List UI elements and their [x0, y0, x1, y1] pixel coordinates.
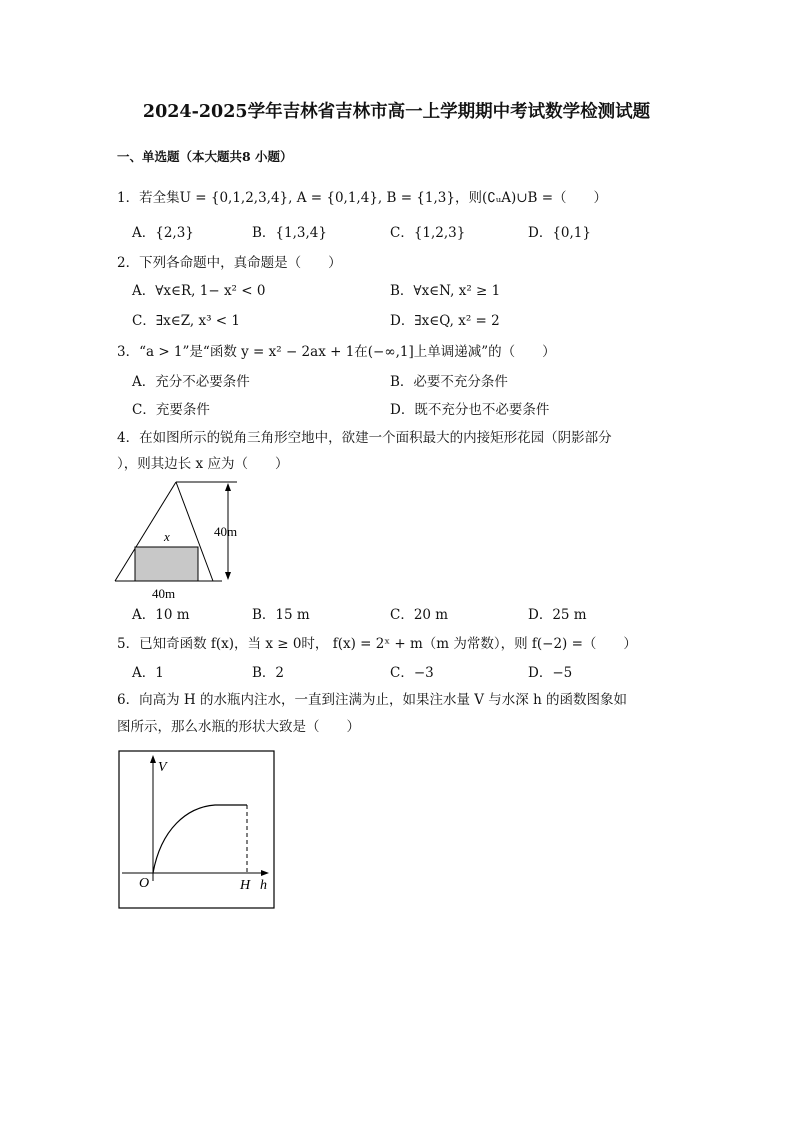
height-arrow-down	[225, 572, 231, 580]
graph-label-h-mark: H	[240, 878, 251, 893]
q2-option-a: A．∀x∈R, 1− x² < 0	[132, 283, 266, 299]
q4-option-a: A．10 m	[132, 607, 190, 623]
q5-option-b: B．2	[252, 665, 285, 681]
q1-option-a: A．{2,3}	[132, 225, 194, 241]
triangle-figure	[110, 478, 250, 603]
q4-option-d: D．25 m	[528, 607, 587, 623]
q4-option-b: B．15 m	[252, 607, 310, 623]
section-heading: 一、单选题（本大题共8 小题）	[117, 149, 293, 164]
q1-option-b: B．{1,3,4}	[252, 225, 327, 241]
graph-h-axis-arrow	[261, 870, 269, 876]
graph-label-origin: O	[139, 876, 150, 891]
q2-option-d: D．∃x∈Q, x² = 2	[390, 313, 500, 329]
q2-option-b: B．∀x∈N, x² ≥ 1	[390, 283, 501, 299]
graph-label-v: V	[158, 760, 167, 775]
question-3-stem: 3．“a > 1”是“函数 y = x² − 2ax + 1在(−∞,1]上单调递减”的（ ）	[117, 344, 556, 360]
graph-label-h-axis: h	[260, 878, 267, 893]
page-title: 2024-2025学年吉林省吉林市高一上学期期中考试数学检测试题	[142, 102, 651, 122]
shaded-rectangle	[135, 547, 198, 581]
q5-option-a: A．1	[132, 665, 164, 681]
question-6-stem-line1: 6．向高为 H 的水瓶内注水，一直到注满为止，如果注水量 V 与水深 h 的函数图象如	[117, 692, 628, 708]
q3-option-c: C．充要条件	[132, 402, 210, 418]
q3-option-b: B．必要不充分条件	[390, 374, 508, 390]
question-4-stem-line2: ），则其边长 x 应为（ ）	[117, 456, 289, 472]
q5-option-d: D．−5	[528, 665, 573, 681]
q1-option-c: C．{1,2,3}	[390, 225, 466, 241]
q2-option-c: C．∃x∈Z, x³ < 1	[132, 313, 240, 329]
volume-depth-graph	[117, 749, 277, 911]
figure-label-base: 40m	[152, 586, 176, 601]
figure-label-height: 40m	[214, 524, 238, 539]
q3-option-a: A．充分不必要条件	[132, 374, 250, 390]
question-2-stem: 2．下列各命题中，真命题是（ ）	[117, 255, 342, 271]
question-1-stem: 1．若全集U = {0,1,2,3,4}, A = {0,1,4}, B = {1,3}，则(∁ᵤA)∪B =（ ）	[117, 190, 608, 206]
q3-option-d: D．既不充分也不必要条件	[390, 402, 550, 418]
q1-option-d: D．{0,1}	[528, 225, 591, 241]
graph-v-axis-arrow	[150, 755, 156, 763]
figure-label-x: x	[164, 529, 170, 544]
height-arrow-up	[225, 483, 231, 491]
question-5-stem: 5．已知奇函数 f(x)，当 x ≥ 0时， f(x) = 2ˣ + m（m 为常数），则 f(−2) =（ ）	[117, 636, 637, 652]
q5-option-c: C．−3	[390, 665, 434, 681]
question-6-stem-line2: 图所示，那么水瓶的形状大致是（ ）	[117, 719, 360, 735]
volume-curve	[153, 805, 247, 873]
question-4-stem-line1: 4．在如图所示的锐角三角形空地中，欲建一个面积最大的内接矩形花园（阴影部分	[117, 430, 612, 446]
q4-option-c: C．20 m	[390, 607, 449, 623]
